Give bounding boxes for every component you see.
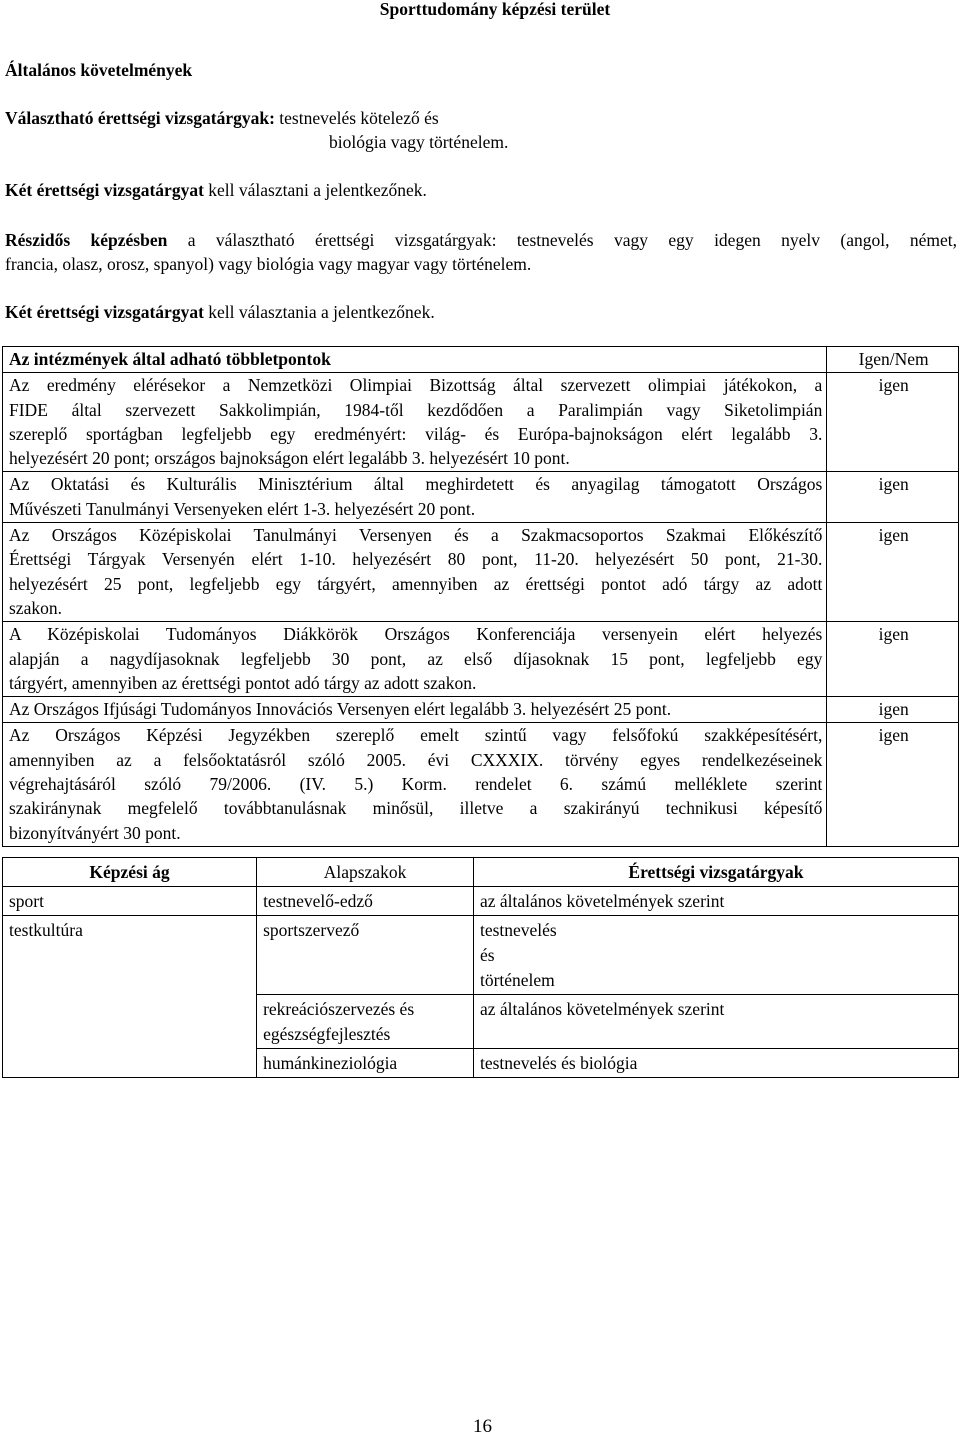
bonus-description-line: Az Országos Középiskolai Tanulmányi Versenyen és a Szakmacsoportos Szakmai Előkészítő bbox=[9, 525, 823, 546]
program-name-cell bbox=[257, 916, 474, 995]
program-subject-line: testnevelés bbox=[479, 920, 557, 940]
bonus-description-cell bbox=[3, 697, 827, 723]
program-subject-line: testnevelés és biológia bbox=[479, 1053, 638, 1073]
bonus-table-row bbox=[3, 472, 959, 523]
bonus-description-line: végrehajtásáról szóló 79/2006. (IV. 5.) Korm. rendelet 6. számú melléklete szerint bbox=[9, 774, 823, 795]
bonus-description-line: tárgyért, amennyiben az érettségi pontot adó tárgy az adott szakon. bbox=[9, 672, 477, 693]
two-subjects-text: kell választani a jelentkezőnek. bbox=[203, 180, 427, 200]
bonus-answer-cell: igen bbox=[827, 697, 959, 723]
two-subjects-2-text: kell választania a jelentkezőnek. bbox=[203, 302, 435, 322]
programs-table-row bbox=[3, 887, 959, 916]
bonus-description-cell bbox=[3, 622, 827, 697]
bonus-description-line: helyezésért 20 pont; országos bajnokságon elért legalább 3. helyezésért 10 pont. bbox=[9, 448, 570, 469]
program-subject-line: és bbox=[479, 945, 495, 965]
bonus-description-line: helyezésért 25 pont, legfeljebb egy tárgyért, amennyiben az érettségi pontot adó tárgy az adott bbox=[9, 573, 823, 594]
program-subject-line: az általános követelmények szerint bbox=[479, 999, 725, 1019]
bonus-description-cell bbox=[3, 523, 827, 622]
bonus-description-line: Az Országos Ifjúsági Tudományos Innovációs Versenyen elért legalább 3. helyezésért 25 pont. bbox=[9, 699, 672, 720]
two-subjects-2-bold: Két érettségi vizsgatárgyat bbox=[5, 302, 204, 322]
bonus-description-line: szakon. bbox=[9, 597, 62, 618]
general-requirements-heading: Általános követelmények bbox=[5, 60, 193, 80]
bonus-description-line: Az Oktatási és Kulturális Minisztérium által meghirdetett és anyagilag támogatott Országos bbox=[9, 474, 823, 495]
program-name-cell bbox=[257, 995, 474, 1049]
bonus-description-line: Az eredmény elérésekor a Nemzetközi Olimpiai Bizottság által szervezett olimpiai játékokon, a bbox=[9, 375, 823, 396]
bonus-description-line: Érettségi Tárgyak Versenyén elért 1-10. helyezésért 80 pont, 11-20. helyezésért 50 pont, 21-30. bbox=[9, 549, 823, 570]
program-name-line: sportszervező bbox=[263, 920, 360, 940]
bonus-description-cell bbox=[3, 472, 827, 523]
bonus-answer-cell: igen bbox=[827, 622, 959, 697]
programs-header-subjects: Érettségi vizsgatárgyak bbox=[473, 858, 958, 887]
two-subjects-bold: Két érettségi vizsgatárgyat bbox=[5, 180, 204, 200]
page-number: 16 bbox=[473, 1416, 492, 1437]
bonus-answer-cell: igen bbox=[827, 523, 959, 622]
bonus-answer-cell: igen bbox=[827, 472, 959, 523]
program-subjects-cell bbox=[473, 916, 958, 995]
bonus-table-header-row bbox=[3, 347, 959, 373]
program-subjects-cell bbox=[473, 887, 958, 916]
program-subjects-cell bbox=[473, 995, 958, 1049]
electives-label: Választható érettségi vizsgatárgyak: bbox=[5, 108, 275, 128]
bonus-description-line: FIDE által szervezett Sakkolimpián, 1984-től kezdődően a Paralimpián vagy Siketolimpián bbox=[9, 399, 823, 420]
program-name-cell bbox=[257, 1049, 474, 1078]
bonus-description-line: alapján a nagydíjasoknak legfeljebb 30 pont, az első díjasoknak 15 pont, legfeljebb egy bbox=[9, 648, 823, 669]
program-subjects-cell bbox=[473, 1049, 958, 1078]
parttime-line-1 bbox=[5, 228, 957, 252]
program-name-line: humánkineziológia bbox=[263, 1053, 398, 1073]
programs-header-row bbox=[3, 858, 959, 887]
programs-table-row bbox=[3, 995, 959, 1049]
programs-header-programs: Alapszakok bbox=[257, 858, 474, 887]
program-branch-cell bbox=[3, 995, 257, 1049]
electives-text-2: biológia vagy történelem. bbox=[329, 132, 509, 152]
bonus-description-line: A Középiskolai Tudományos Diákkörök Országos Konferenciája versenyein elért helyezés bbox=[9, 624, 823, 645]
bonus-table-row bbox=[3, 697, 959, 723]
bonus-table-row bbox=[3, 373, 959, 472]
page-title: Sporttudomány képzési terület bbox=[379, 0, 611, 19]
program-branch-cell bbox=[3, 1049, 257, 1078]
parttime-bold: Részidős képzésben bbox=[5, 230, 168, 250]
two-subjects-2-line bbox=[5, 300, 435, 324]
program-name-line: rekreációszervezés és bbox=[263, 999, 415, 1019]
two-subjects-line bbox=[5, 178, 427, 202]
electives-line bbox=[5, 106, 439, 130]
bonus-description-cell bbox=[3, 723, 827, 846]
bonus-table-row bbox=[3, 622, 959, 697]
parttime-line-2: francia, olasz, orosz, spanyol) vagy biológia vagy magyar vagy történelem. bbox=[5, 254, 532, 274]
programs-table bbox=[2, 857, 959, 1078]
program-branch-cell: testkultúra bbox=[3, 916, 257, 995]
bonus-header-yes-no: Igen/Nem bbox=[827, 347, 959, 373]
program-subject-line: az általános követelmények szerint bbox=[479, 891, 725, 911]
program-branch-cell: sport bbox=[3, 887, 257, 916]
programs-table-row bbox=[3, 916, 959, 995]
program-name-line: testnevelő-edző bbox=[263, 891, 373, 911]
programs-table-row bbox=[3, 1049, 959, 1078]
bonus-table-row bbox=[3, 523, 959, 622]
program-name-cell bbox=[257, 887, 474, 916]
bonus-description-cell bbox=[3, 373, 827, 472]
electives-text-1: testnevelés kötelező és bbox=[274, 108, 439, 128]
bonus-points-table bbox=[2, 346, 959, 847]
bonus-description-line: Művészeti Tanulmányi Versenyeken elért 1-3. helyezésért 20 pont. bbox=[9, 498, 476, 519]
bonus-description-line: amennyiben az a felsőoktatásról szóló 2005. évi CXXXIX. törvény egyes rendelkezéseinek bbox=[9, 749, 823, 770]
bonus-answer-cell: igen bbox=[827, 373, 959, 472]
bonus-header-description: Az intézmények által adható többletpontok bbox=[3, 347, 827, 373]
bonus-description-line: szakiránynak megfelelő továbbtanulásnak minősül, illetve a szakirányú technikusi képesítő bbox=[9, 798, 823, 819]
parttime-text-1: a választható érettségi vizsgatárgyak: testnevelés vagy egy idegen nyelv (angol, német, bbox=[167, 230, 958, 250]
program-name-line: egészségfejlesztés bbox=[263, 1024, 391, 1044]
program-subject-line: történelem bbox=[479, 970, 555, 990]
bonus-table-row bbox=[3, 723, 959, 846]
bonus-answer-cell: igen bbox=[827, 723, 959, 846]
programs-header-branch: Képzési ág bbox=[3, 858, 257, 887]
bonus-description-line: Az Országos Képzési Jegyzékben szereplő emelt szintű vagy felsőfokú szakképesítésért, bbox=[9, 725, 823, 746]
bonus-description-line: bizonyítványért 30 pont. bbox=[9, 822, 181, 843]
bonus-description-line: szereplő sportágban legfeljebb egy eredményért: világ- és Európa-bajnokságon elért legalább 3. bbox=[9, 423, 823, 444]
